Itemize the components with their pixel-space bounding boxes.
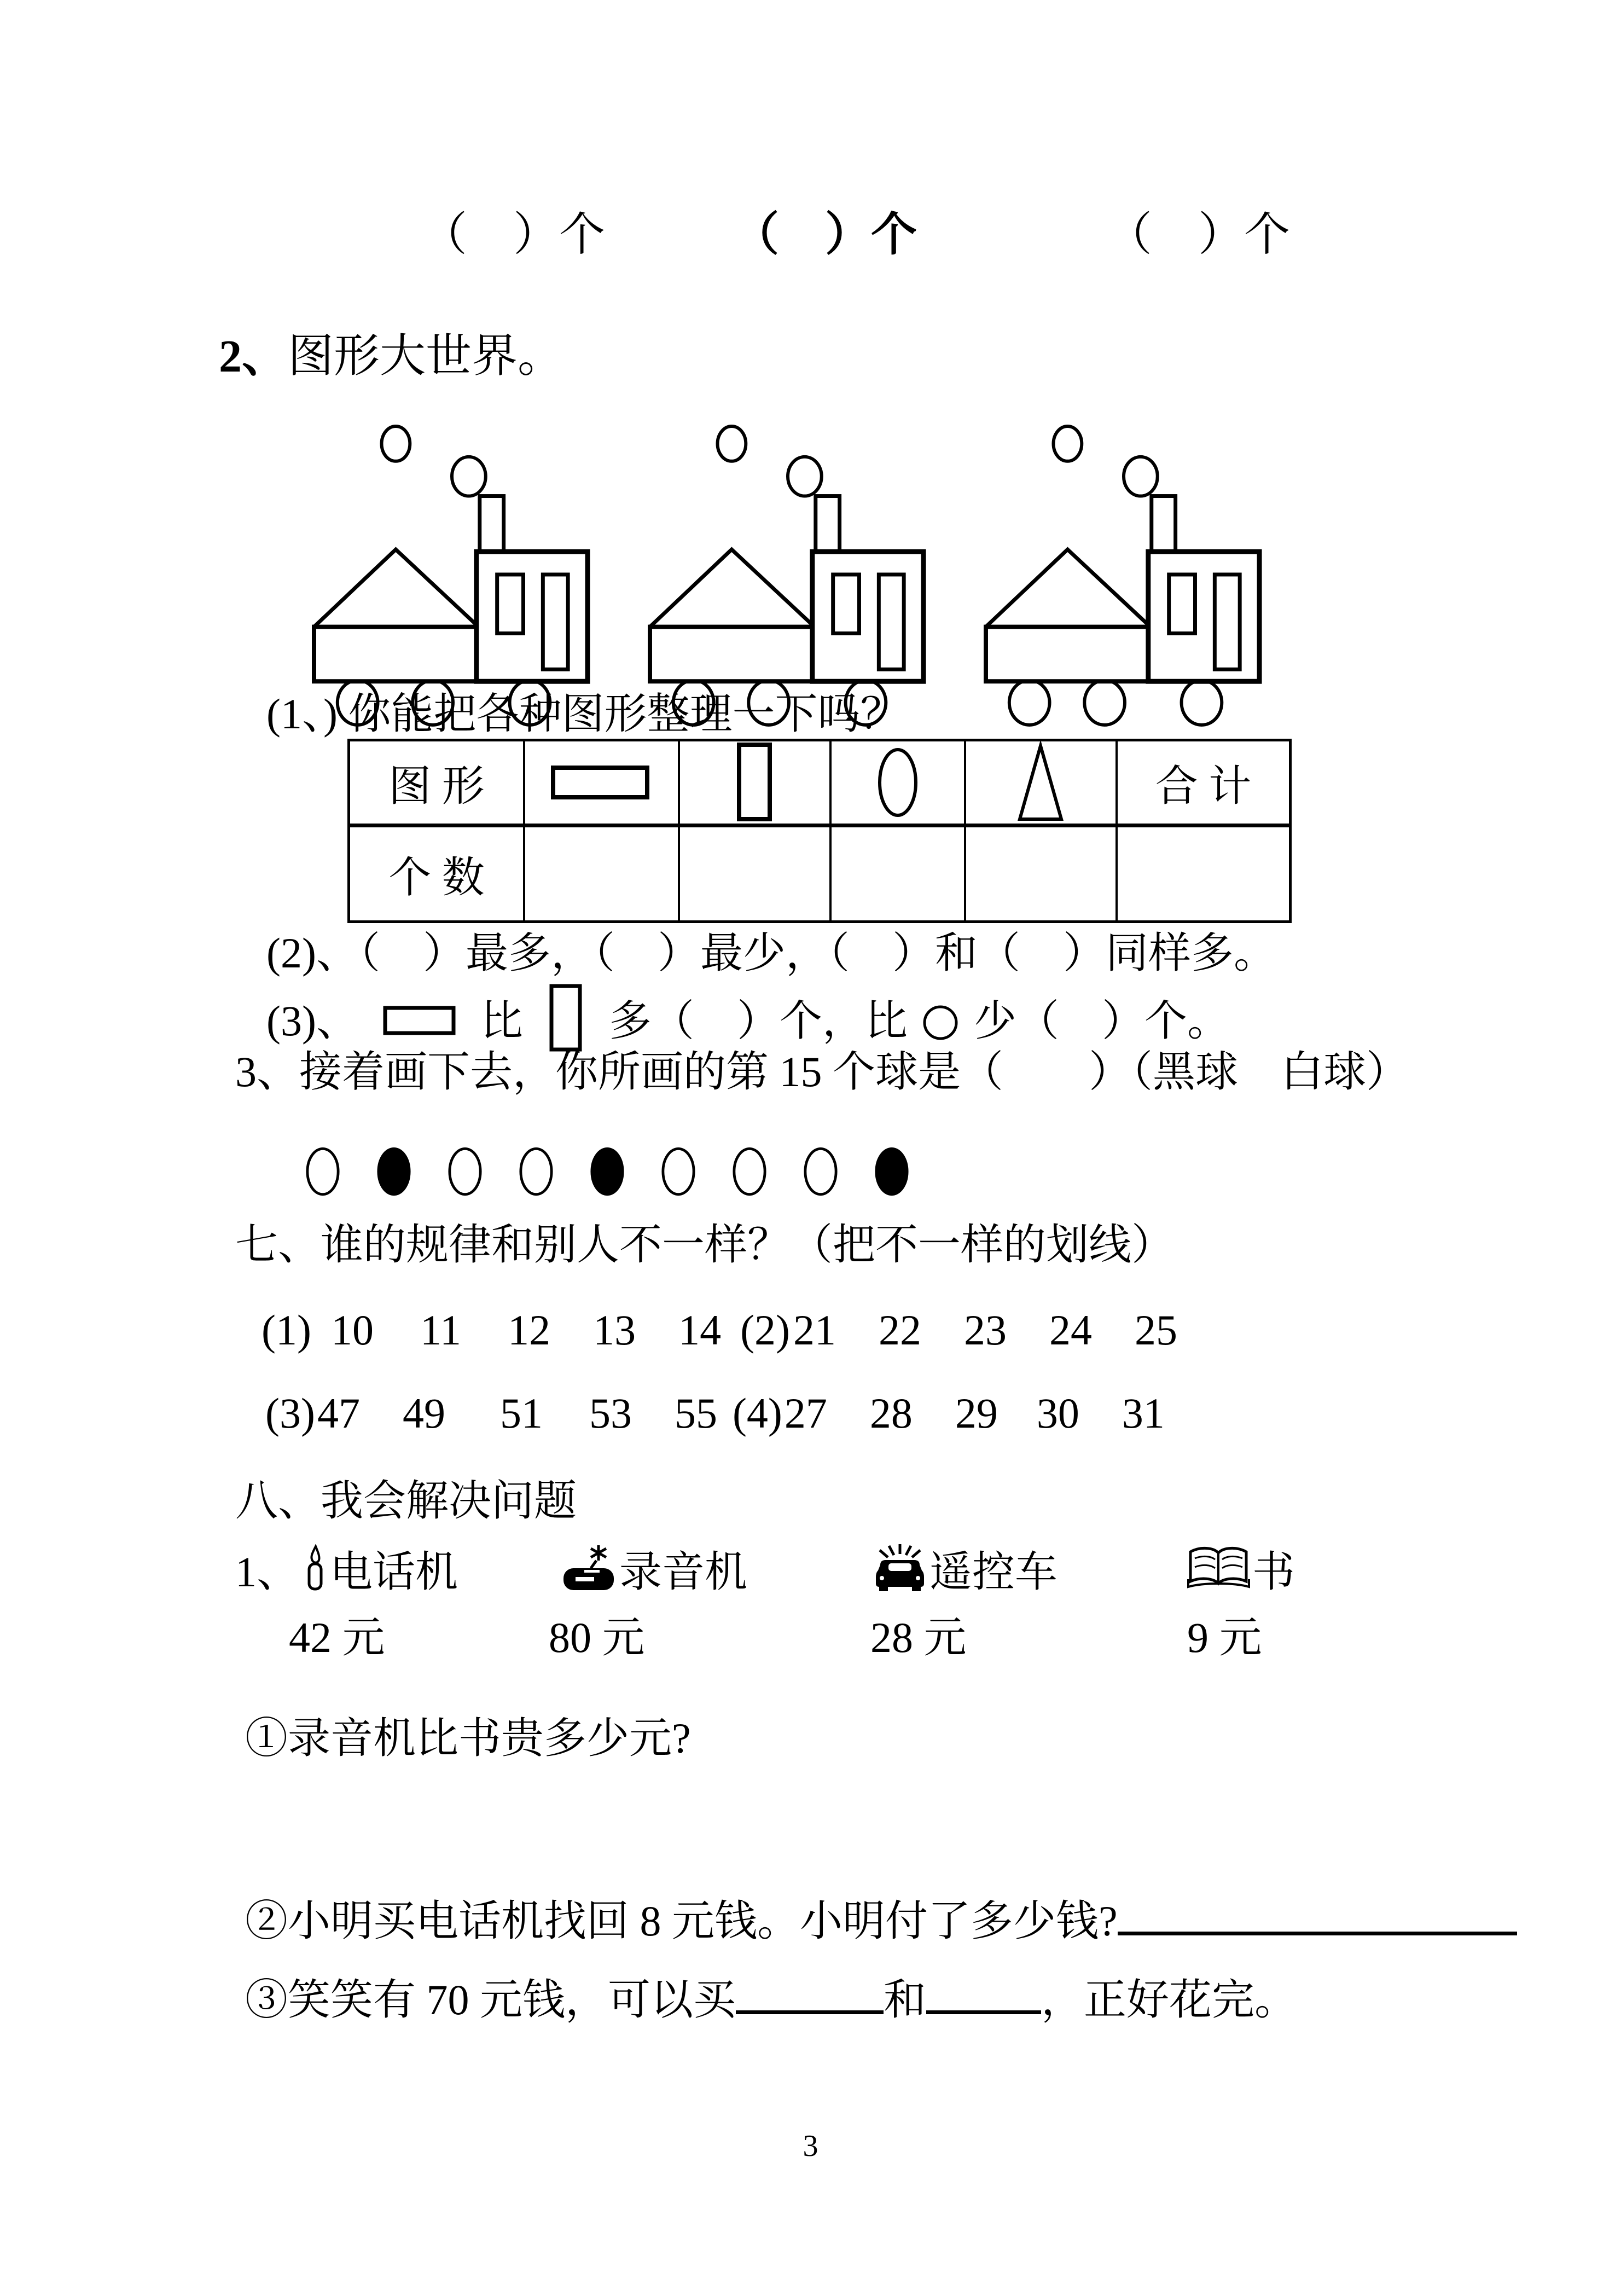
- train-illustrations: [312, 415, 1263, 728]
- question-2-sub1: (1、) 你能把各种图形整理一下吗？: [266, 690, 903, 738]
- item-list-number: 1、: [235, 1548, 300, 1596]
- series-number: 49: [402, 1389, 445, 1437]
- ball-white: [519, 1146, 554, 1197]
- page-number: 3: [803, 2129, 818, 2163]
- balls-row: [305, 1146, 909, 1197]
- ball-white: [803, 1146, 838, 1197]
- book-icon: [1187, 1544, 1250, 1592]
- tall-rectangle-icon: [547, 984, 585, 1052]
- question-8-title: 八、我会解决问题: [235, 1477, 577, 1524]
- item-name: 书: [1252, 1548, 1295, 1596]
- answer-blank-count-2: （ ）个: [733, 210, 917, 260]
- series-number: 21: [793, 1306, 836, 1354]
- smoke-puff-large: [452, 457, 486, 496]
- question-2-sub2: (2)、（ ）最多，（ ）最少，（ ）和（ ）同样多。: [266, 929, 1276, 977]
- table-header-shape: 图 形: [350, 741, 525, 827]
- ellipse-icon: [872, 746, 924, 820]
- table-shape-ellipse: [832, 741, 966, 827]
- item-recorder: [562, 1538, 747, 1599]
- roof-triangle: [314, 549, 479, 627]
- wagon-body: [650, 627, 815, 682]
- ball-black: [874, 1146, 909, 1197]
- chimney: [1152, 496, 1176, 555]
- roof-triangle: [650, 549, 815, 627]
- ball-black: [376, 1146, 411, 1197]
- smoke-puff-large: [1124, 457, 1158, 496]
- table-count-cell-ellipse: [832, 827, 966, 920]
- answer-blank-count-1: （ ）个: [421, 210, 606, 260]
- recorder-icon: [562, 1544, 617, 1592]
- series-number: 53: [589, 1389, 632, 1437]
- table-shape-tall-rectangle: [680, 741, 832, 827]
- table-count-cell-wide-rectangle: [525, 827, 680, 920]
- series-number: 27: [784, 1389, 827, 1437]
- table-count-cell-triangle: [966, 827, 1118, 920]
- wagon-body: [986, 627, 1151, 682]
- smoke-puff-large: [788, 457, 822, 496]
- cab: [1148, 552, 1259, 681]
- item-name: 电话机: [330, 1548, 458, 1596]
- item-remote-car: [873, 1538, 1058, 1599]
- shape-tally-table: [347, 739, 1292, 923]
- cab-window-right: [1215, 575, 1240, 669]
- series-number: 28: [869, 1389, 913, 1437]
- series-label: (2): [740, 1306, 791, 1354]
- cab-window-right: [879, 575, 904, 669]
- question-8-sub3-part2: 和: [884, 1976, 927, 2024]
- question-2-number: 2、: [219, 331, 288, 382]
- series-number: 25: [1135, 1306, 1178, 1354]
- question-8-sub2: [245, 1895, 1517, 1947]
- question-8-sub3-part1: ③笑笑有 70 元钱，可以买: [245, 1976, 736, 2024]
- wheel: [1009, 680, 1050, 725]
- chimney: [816, 496, 840, 555]
- table-header-total: 合 计: [1118, 741, 1289, 827]
- series-number: 12: [508, 1306, 551, 1354]
- table-shape-wide-rectangle: [525, 741, 680, 827]
- series-number: 13: [593, 1306, 636, 1354]
- table-count-cell-total: [1118, 827, 1289, 920]
- item-price: 80 元: [549, 1614, 645, 1661]
- series-label: (3): [265, 1389, 315, 1437]
- triangle-icon: [1012, 741, 1070, 824]
- telephone-icon: [305, 1544, 327, 1592]
- item-book: [1187, 1538, 1295, 1599]
- table-header-count: 个 数: [350, 827, 525, 920]
- question-3-text: 3、接着画下去，你所画的第 15 个球是（ ）（黑球 白球）: [235, 1048, 1409, 1095]
- remote-car-icon: [873, 1544, 927, 1592]
- series-number: 29: [955, 1389, 998, 1437]
- q7-number-row-2: [265, 1389, 1165, 1438]
- wheel: [1084, 680, 1125, 725]
- series-number: 55: [674, 1389, 717, 1437]
- smoke-puff-small: [382, 426, 410, 461]
- item-name: 录音机: [619, 1548, 748, 1596]
- item-price: 42 元: [289, 1614, 385, 1661]
- tall-rectangle-icon: [731, 741, 778, 824]
- table-shape-triangle: [966, 741, 1118, 827]
- item-name: 遥控车: [929, 1548, 1058, 1596]
- series-number: 11: [420, 1306, 462, 1354]
- question-8-sub1: ①录音机比书贵多少元?: [245, 1714, 691, 1762]
- answer-blank-line: [926, 1979, 1041, 2014]
- answer-blank-count-3: （ ）个: [1106, 210, 1291, 260]
- series-number: 10: [330, 1306, 374, 1354]
- question-8-sub3: [245, 1974, 1297, 2026]
- roof-triangle: [986, 549, 1151, 627]
- train-illustration: [312, 415, 591, 728]
- ball-white: [732, 1146, 767, 1197]
- ball-black: [590, 1146, 625, 1197]
- wide-rectangle-icon: [382, 1005, 456, 1037]
- q7-number-row-1: [262, 1306, 1177, 1355]
- train-illustration: [984, 415, 1263, 728]
- answer-blank-line: [736, 1979, 884, 2014]
- question-2-heading: [219, 329, 563, 385]
- series-number: 51: [499, 1389, 543, 1437]
- train-illustration: [648, 415, 927, 728]
- item-telephone: [235, 1538, 458, 1599]
- cab: [812, 552, 923, 681]
- series-number: 31: [1122, 1389, 1165, 1437]
- ball-white: [661, 1146, 696, 1197]
- series-label: (1): [262, 1306, 311, 1354]
- wide-rectangle-icon: [550, 762, 654, 803]
- question-7-title: 七、谁的规律和别人不一样？（把不一样的划线）: [235, 1221, 1175, 1268]
- cab-window-left: [497, 575, 524, 634]
- question-2-title: 图形大世界。: [288, 331, 564, 382]
- item-price: 28 元: [870, 1614, 967, 1661]
- cab: [477, 552, 588, 681]
- ball-white: [305, 1146, 340, 1197]
- cab-window-left: [1169, 575, 1195, 634]
- series-number: 30: [1036, 1389, 1079, 1437]
- question-8-sub2-text: ②小明买电话机找回 8 元钱。小明付了多少钱?: [245, 1897, 1118, 1945]
- question-2-sub3-duo: 多（ ）个，比: [608, 997, 908, 1045]
- series-number: 22: [879, 1306, 922, 1354]
- cab-window-right: [543, 575, 568, 669]
- series-number: 23: [964, 1306, 1007, 1354]
- circle-icon: [921, 1004, 960, 1042]
- smoke-puff-small: [718, 426, 746, 461]
- question-2-sub3-prefix: (3)、: [266, 997, 359, 1045]
- question-2-sub3: [266, 984, 1230, 1052]
- series-number: 24: [1049, 1306, 1093, 1354]
- cab-window-left: [833, 575, 859, 634]
- smoke-puff-small: [1054, 426, 1082, 461]
- ball-white: [448, 1146, 483, 1197]
- question-2-sub3-bi: 比: [480, 997, 523, 1045]
- item-price: 9 元: [1187, 1614, 1262, 1661]
- answer-blank-line: [1118, 1900, 1517, 1935]
- wheel: [1182, 680, 1222, 725]
- series-number: 47: [317, 1389, 360, 1437]
- table-count-cell-tall-rectangle: [680, 827, 832, 920]
- series-number: 14: [678, 1306, 722, 1354]
- chimney: [480, 496, 504, 555]
- question-2-sub3-shao: 少（ ）个。: [973, 997, 1230, 1045]
- wagon-body: [314, 627, 479, 682]
- series-label: (4): [732, 1389, 782, 1437]
- question-8-sub3-part3: ，正好花完。: [1041, 1976, 1298, 2024]
